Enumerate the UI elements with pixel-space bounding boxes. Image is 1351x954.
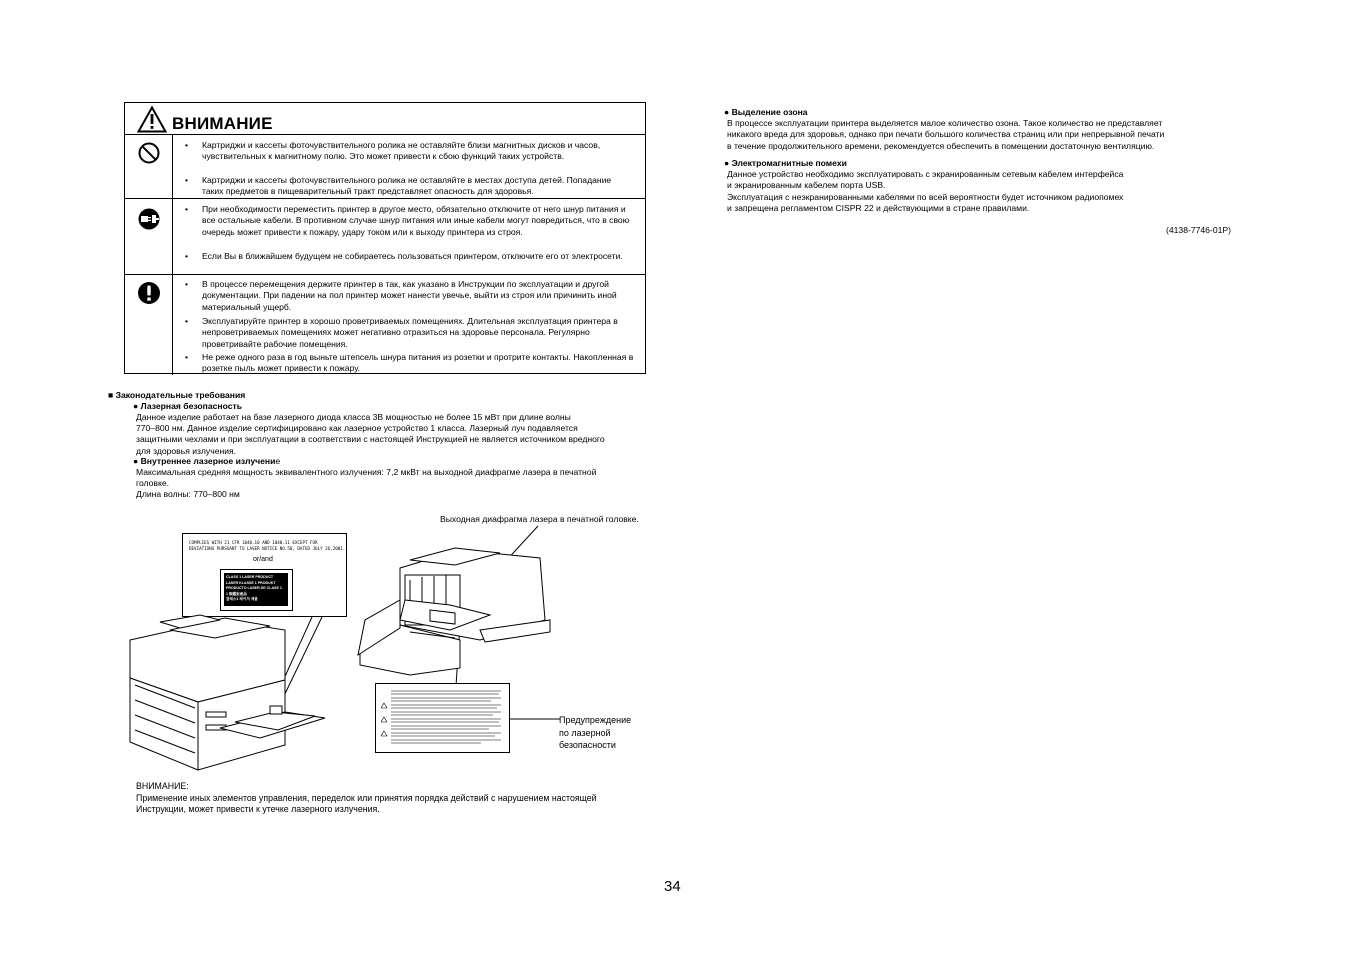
class1-label: CLASS 1 LASER PRODUCT LASER KLASSE 1 PRODUKT PRODUCTO LASER DE CLASE 1 1 類鐳射產品 클래스1 레이저 제품 (224, 573, 288, 606)
laser-safety-heading: ● Лазерная безопасность (133, 401, 243, 411)
ozone-heading: ● Выделение озона (724, 107, 808, 117)
aperture-callout: Выходная диафрагма лазера в печатной головке. (440, 514, 639, 524)
or-and-text: or/and (253, 556, 273, 563)
emi-section: ● Электромагнитные помехи Данное устройство необходимо эксплуатировать с экранированным сетевым кабелем интерфейса и экранированным кабелем порта USB. Эксплуатация с неэкранированными кабелями по всей вероятности будет источником радиопомех и запрещена регламентом CISPR 22 и действующими в стране правилами. (727, 158, 1227, 214)
laser-safety-text: Данное изделие работает на базе лазерного диода класса 3B мощностью не более 15 мВт при длине волны 770–800 нм. Данное изделие сертифицировано как лазерное устройство 1 класса. Лазерный луч подавляется защитными чехлами и при эксплуатации в соответствии с настоящей Инструкцией не является источником вредного для здоровья излучения. (136, 412, 605, 456)
warning-row-2: • При необходимости переместить принтер в другое место, обязательно отключите от него шнур питания и все остальные кабели. В противном случае шнур питания или иные кабели могут повредиться, что в свою очередь может привести к пожару, удару током или к выходу принтера из строя. • Если Вы в ближайшем будущем не собираетесь пользоваться принтером, отключите его от электросети. (125, 199, 645, 275)
warning-icon-cell (125, 275, 173, 375)
mandatory-icon (137, 281, 161, 305)
warning-box (124, 102, 646, 374)
internal-radiation-heading: ● Внутреннее лазерное излучение (133, 456, 281, 466)
caution-heading: ВНИМАНИЕ: (136, 781, 189, 791)
warning-header (125, 103, 645, 135)
warning-title: ВНИМАНИЕ (172, 114, 273, 133)
legal-heading: ■ Законодательные требования (108, 390, 246, 400)
warning-row-3: • В процессе перемещения держите принтер в так, как указано в Инструкции по эксплуатации и другой документации. При падении на пол принтер может нанести увечье, выйти из строя или причинить иной материальный ущерб. • Эксплуатируйте принтер в хорошо проветриваемых помещениях. Длительная эксплуатация принтера в непроветриваемых помещениях может негативно отразиться на здоровье персонала. Регулярно проветривайте рабочие помещения. • Не реже одного раза в год выньте штепсель шнура питания из розетки и протрите контакты. Накопленная в розетке пыль может привести к пожару. (125, 275, 645, 375)
compliance-label: COMPLIES WITH 21 CFR 1040.10 AND 1040.11 EXCEPT FOR DEVIATIONS PURSUANT TO LASER NOTICE NO.50, DATED JULY 26,2001. or/and CLASS 1 LASER PRODUCT LASER KLASSE 1 PRODUKT PRODUCTO LASER DE CLASE 1 1 類鐳射產品 클래스1 레이저 제품 (182, 533, 347, 617)
internal-radiation-text: Максимальная средняя мощность эквивалентного излучения: 7,2 мкВт на выходной диафрагме лазера в печатной головке. Длина волны: 770–800 нм (136, 467, 597, 500)
ozone-section: ● Выделение озона В процессе эксплуатации принтера выделяется малое количество озона. Такое количество не представляет никакого вреда для здоровья, однако при печати большого количества страниц или при непрерывной печати в течение продолжительного времени, рекомендуется обеспечить в помещении достаточную вентиляцию. (727, 107, 1227, 152)
caution-note: ВНИМАНИЕ: Применение иных элементов управления, переделок или принятия порядка действий с нарушением настоящей Инструкции, может привести к утечке лазерного излучения. (136, 781, 597, 814)
emi-heading: ● Электромагнитные помехи (724, 158, 847, 168)
warning-icon-cell (125, 135, 173, 198)
warning-row-1: • Картриджи и кассеты фоточувствительного ролика не оставляйте близи магнитных дисков и часов, чувствительных к магнитному полю. Это может привести к сбою функций таких устройств. • Картриджи и кассеты фоточувствительного ролика не оставляйте в местах доступа детей. Попадание таких предметов в пищеварительный тракт представляет опасность для здоровья. (125, 135, 645, 199)
warning-icon-cell (125, 199, 173, 274)
safety-label-callout: Предупреждение по лазерной безопасности (559, 715, 632, 750)
page-number: 34 (664, 878, 681, 895)
unplug-icon (137, 207, 161, 231)
warning-triangle-icon (137, 106, 167, 133)
document-code: (4138-7746-01P) (1166, 225, 1231, 235)
laser-safety-label (375, 683, 510, 753)
prohibited-icon (137, 141, 161, 165)
